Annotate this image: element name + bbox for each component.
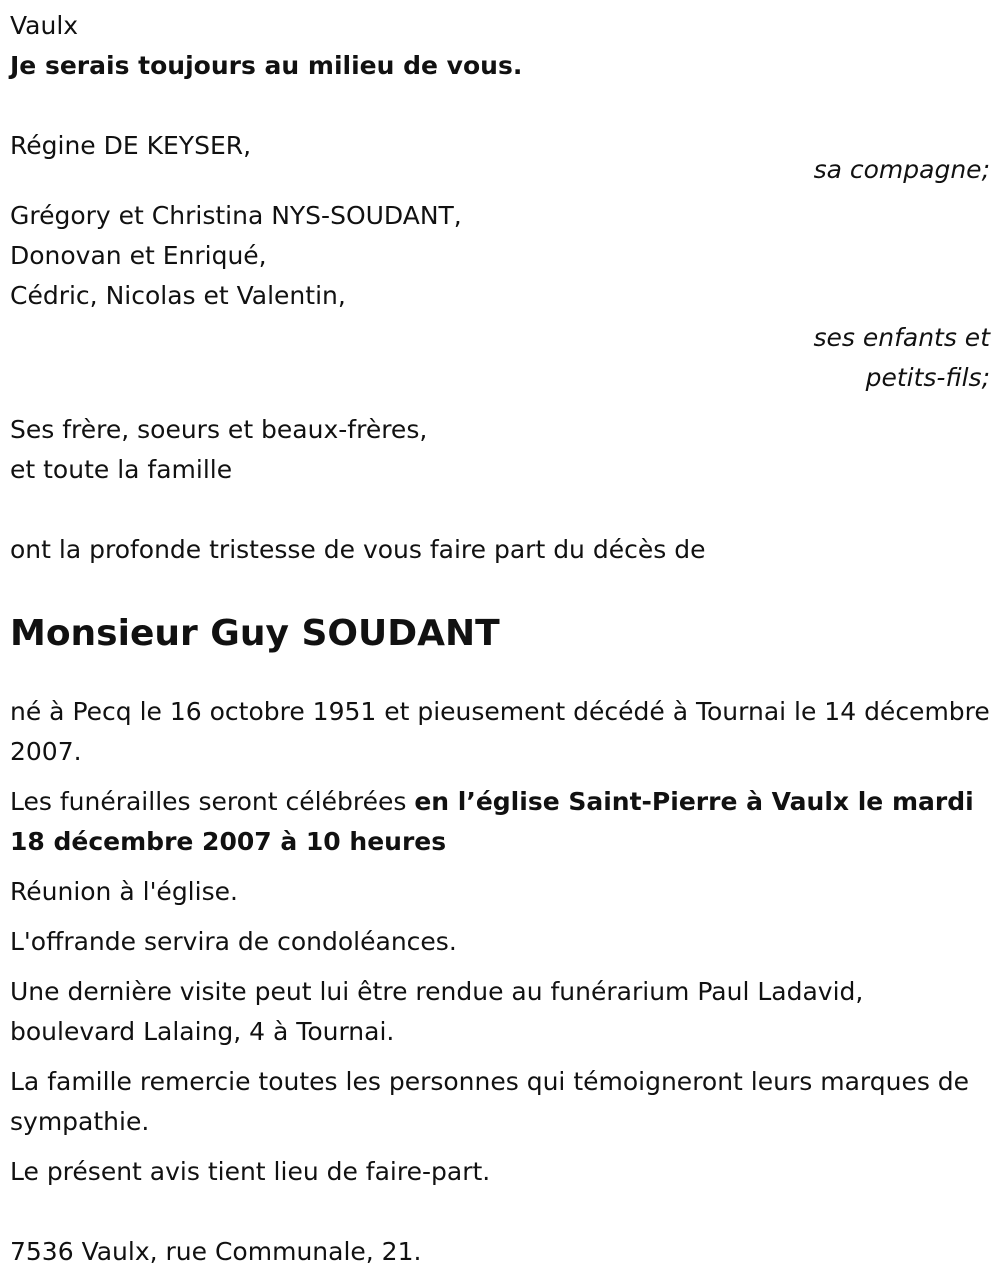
- funeral-prefix: Les funérailles seront célébrées: [10, 787, 415, 816]
- visit-text: Une dernière visite peut lui être rendue au funérarium Paul Ladavid, boulevard Lalaing, 4 à Tournai.: [10, 977, 864, 1046]
- memorial-quote: Je serais toujours au milieu de vous.: [10, 51, 523, 80]
- children-list: [10, 196, 990, 316]
- announcement-text: ont la profonde tristesse de vous faire part du décès de: [10, 535, 706, 564]
- notice-text: Le présent avis tient lieu de faire-part.: [10, 1157, 491, 1186]
- child-line: Grégory et Christina NYS-SOUDANT,: [10, 201, 462, 230]
- partner-name: Régine DE KEYSER,: [10, 131, 252, 160]
- partner-role: sa compagne;: [813, 155, 990, 184]
- children-role-line2: petits-fils;: [865, 363, 990, 392]
- town-heading: Vaulx: [10, 11, 79, 40]
- funeral-location-date: en l’église Saint-Pierre à Vaulx le mardi 18 décembre 2007 à 10 heures: [10, 787, 974, 856]
- family-line: et toute la famille: [10, 455, 233, 484]
- birth-death-text: né à Pecq le 16 octobre 1951 et pieusement décédé à Tournai le 14 décembre 2007.: [10, 697, 990, 766]
- deceased-name: Monsieur Guy SOUDANT: [10, 613, 500, 654]
- funeral-text: [10, 782, 990, 862]
- siblings-line: Ses frère, soeurs et beaux-frères,: [10, 415, 428, 444]
- child-line: Donovan et Enriqué,: [10, 241, 267, 270]
- offering-text: L'offrande servira de condoléances.: [10, 927, 457, 956]
- child-line: Cédric, Nicolas et Valentin,: [10, 281, 346, 310]
- meeting-text: Réunion à l'église.: [10, 877, 238, 906]
- children-role-line1: ses enfants et: [813, 323, 990, 352]
- thanks-text: La famille remercie toutes les personnes qui témoigneront leurs marques de sympathie.: [10, 1067, 970, 1136]
- address-text: 7536 Vaulx, rue Communale, 21.: [10, 1237, 422, 1266]
